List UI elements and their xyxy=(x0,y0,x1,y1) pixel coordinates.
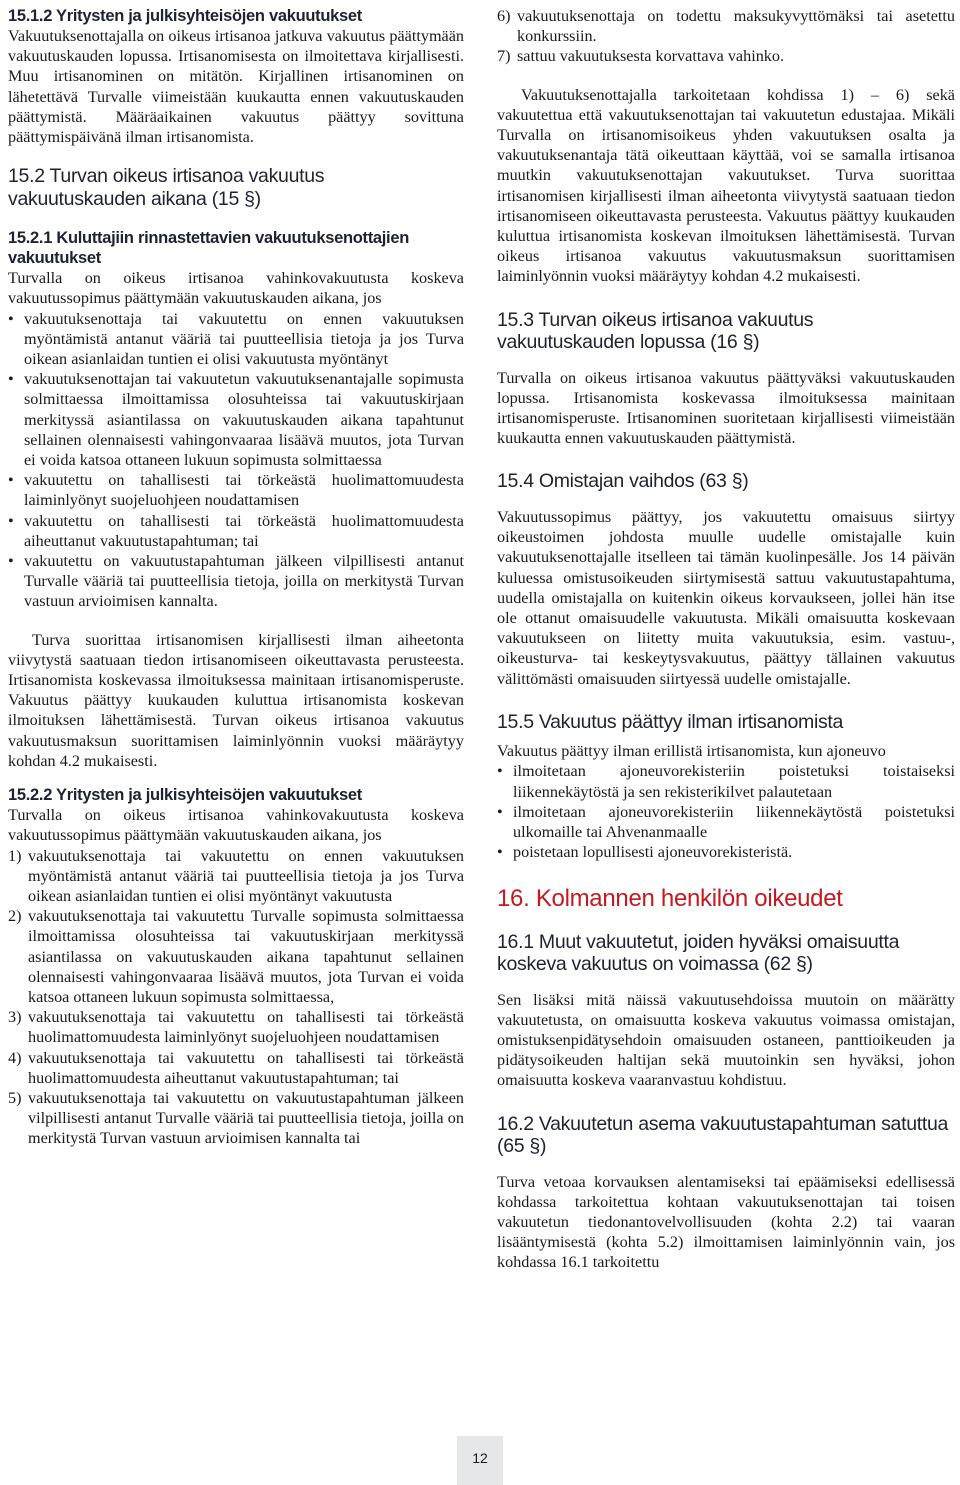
paragraph-15-4: Vakuutussopimus päättyy, jos vakuutettu omaisuus siirtyy oikeustoimen johdosta muulle uudelle omistajalle kuin vakuutuksenottajalle itselleen tai tämän kuolinpesälle. Jos 14 päivän kuluessa omistusoikeuden siirtymisestä sattuu vakuutustapahtuma, uudella omistajalla on kuitenkin oikeus korvaukseen, jollei hän itse ole ottanut omaisuudelle vakuutusta. Mikäli omaisuutta koskevaan vakuutukseen on liitetty muita vakuutuksia, esim. vastuu-, oikeusturva- tai keskeytysvakuutus, päättyy tällainen vakuutus välittömästi omaisuuden siirtyessä uudelle omistajalle. xyxy=(497,507,955,688)
paragraph-16-2: Turva vetoaa korvauksen alentamiseksi tai epäämiseksi edellisessä kohdassa tarkoitettua kohtaan vakuutuksenottajan tai toisen vakuutetun tiedonantovelvollisuuden (kohta 2.2) tai vaaran lisääntymisestä (kohta 5.2) ilmoittamisen laiminlyönnin vain, jos kohdassa 16.1 tarkoitettu xyxy=(497,1172,955,1272)
heading-16: 16. Kolmannen henkilön oikeudet xyxy=(497,884,843,912)
left-column xyxy=(8,6,464,1149)
list-item: • ilmoitetaan ajoneuvorekisteriin poistetuksi toistaiseksi liikennekäytöstä ja sen rekisterikilvet palautetaan xyxy=(497,761,955,801)
heading-15-1-2: 15.1.2 Yritysten ja julkisyhteisöjen vakuutukset xyxy=(8,7,362,25)
numbered-list-15-2-2 xyxy=(8,846,464,1149)
list-item xyxy=(8,906,464,1007)
item-text: vakuutuksenottaja tai vakuutettu on ennen vakuutuksen myöntämistä antanut vääriä tai puutteellisia tietoja ja jos Turva oikean asianlaidan tuntien ei olisi myöntänyt vakuutusta xyxy=(28,846,464,905)
list-item xyxy=(497,46,955,66)
paragraph-16-1: Sen lisäksi mitä näissä vakuutusehdoissa muutoin on määrätty vakuutetusta, on omaisuutta koskeva vakuutus voimassa omistajan, omistuksenpidätysehdoin omaisuuden ostaneen, panttioikeuden ja pidätysoikeuden haltijan sekä muutoinkin sen hyväksi, johon omaisuutta koskeva vaaranvastuu kohdistuu. xyxy=(497,990,955,1090)
list-item xyxy=(497,6,955,46)
heading-15-3: 15.3 Turvan oikeus irtisanoa vakuutus vakuutuskauden lopussa (16 §) xyxy=(497,308,814,354)
paragraph-15-2-1-text: Turva suorittaa irtisanomisen kirjallisesti ilman aiheetonta viivytystä saatuaan tiedon irtisanomiseen oikeuttavasta perusteesta. Irtisanomista koskevassa ilmoituksessa mainitaan irtisanomisperuste. Vakuutus päättyy kuukauden kuluttua irtisanomista koskevan ilmoituksen lähettämisestä. Turvan oikeus irtisanoa vakuutus vakuutusmaksun suorittamisen laiminlyönnin vuoksi määräytyy kohdan 4.2 mukaisesti. xyxy=(8,630,464,770)
item-number: 2) xyxy=(8,907,22,926)
heading-15-2-1: 15.2.1 Kuluttajiin rinnastettavien vakuutuksenottajien vakuutukset xyxy=(8,229,409,268)
item-number: 6) xyxy=(497,7,511,25)
item-text: vakuutuksenottaja tai vakuutettu on tahallisesti tai törkeästä huolimattomuudesta laiminlyönyt suojeluohjeen noudattamisen xyxy=(28,1008,464,1047)
bullet-list-15-5 xyxy=(497,761,955,862)
item-text: vakuutuksenottaja tai vakuutettu Turvalle sopimusta solmittaessa ilmoittamissa olosuhteissa tai vakuutuskirjaan merkityssä asiantilassa on vakuutuskauden aikana tapahtunut sellainen olennaisesti vahingonvaaraa lisäävä muutos, jota Turvan ei voida katsoa ottaneen lukuun sopimusta solmittaessa, xyxy=(28,907,464,1006)
list-item: • vakuutettu on tahallisesti tai törkeästä huolimattomuudesta laiminlyönyt suojeluohjeen noudattamisen xyxy=(8,470,464,510)
paragraph-15-2-2-text: Vakuutuksenottajalla tarkoitetaan kohdissa 1) – 6) sekä vakuutettua että vakuutuksenottajan tai vakuutetun edustajaa. Mikäli Turvalla on irtisanomisoikeus yhden vakuutuksen osalta ja vakuutuksenantaja tätä oikeuttaan käyttää, voi se samalla irtisanoa muutkin vakuutuksenottajan vakuutukset. Turva suorittaa irtisanomisen kirjallisesti ilman aiheetonta viivytystä saatuaan tiedon irtisanomiseen oikeuttavasta perusteesta. Vakuutus päättyy kuukauden kuluttua irtisanomista koskevan ilmoituksen lähettämisestä. Turvan oikeus irtisanoa vakuutus vakuutusmaksun suorittamisen laiminlyönnin vuoksi määräytyy kohdan 4.2 mukaisesti. xyxy=(497,85,955,286)
right-column xyxy=(497,6,955,1273)
paragraph-15-1-2: Vakuutuksenottajalla on oikeus irtisanoa jatkuva vakuutus päättymään vakuutuskauden lopussa. Irtisanomisesta on ilmoitettava kirjallisesti. Muu irtisanominen on mitätön. Kirjallinen irtisanominen on lähetettävä Turvalle viimeistään kuukautta ennen vakuutuskauden päättymistä. Määräaikainen vakuutus päättyy sovittuna päättymispäivänä ilman irtisanomista. xyxy=(8,27,464,147)
item-text: vakuutuksenottaja on todettu maksukyvyttömäksi tai asetettu konkurssiin. xyxy=(517,7,955,46)
list-item xyxy=(8,1007,464,1047)
item-number: 3) xyxy=(8,1008,22,1027)
list-item xyxy=(8,1088,464,1149)
bullet-list-15-2-1 xyxy=(8,309,464,612)
item-text: sattuu vakuutuksesta korvattava vahinko. xyxy=(517,47,785,66)
list-item: • vakuutuksenottajan tai vakuutetun vakuutuksenantajalle sopimusta solmittaessa ilmoittamissa olosuhteissa tai vakuutuskirjaan merkityssä asiantilassa on vakuutuskauden aikana tapahtunut sellainen olennaisesti vahingonvaaraa lisäävä muutos, jota Turvan ei voida katsoa ottaneen lukuun sopimusta solmittaessa xyxy=(8,369,464,470)
heading-15-2: 15.2 Turvan oikeus irtisanoa vakuutus vakuutuskauden aikana (15 §) xyxy=(8,165,325,210)
list-item xyxy=(8,846,464,907)
numbered-list-15-2-2-continued xyxy=(497,6,955,67)
list-item xyxy=(8,1048,464,1088)
item-number: 7) xyxy=(497,47,511,66)
list-item: • poistetaan lopullisesti ajoneuvorekisteristä. xyxy=(497,842,955,862)
paragraph-15-5-intro: Vakuutus päättyy ilman erillistä irtisanomista, kun ajoneuvo xyxy=(497,742,886,761)
item-text: vakuutuksenottaja tai vakuutettu on tahallisesti tai törkeästä huolimattomuudesta aiheuttanut vakuutustapahtuman; tai xyxy=(28,1048,464,1087)
paragraph-15-3: Turvalla on oikeus irtisanoa vakuutus päättyväksi vakuutuskauden lopussa. Irtisanomista koskevassa ilmoituksessa mainitaan irtisanomisperuste. Irtisanominen suoritetaan kirjallisesti viimeistään kuukautta ennen vakuutuskauden päättymistä. xyxy=(497,368,955,448)
heading-16-1: 16.1 Muut vakuutetut, joiden hyväksi omaisuutta koskeva vakuutus on voimassa (62 §) xyxy=(497,930,900,975)
list-item: • vakuutuksenottaja tai vakuutettu on ennen vakuutuksen myöntämistä antanut vääriä tai puutteellisia tietoja ja jos Turva oikean asianlaidan tuntien ei olisi vakuutusta myöntänyt xyxy=(8,309,464,370)
heading-15-4: 15.4 Omistajan vaihdos (63 §) xyxy=(497,470,749,493)
item-number: 5) xyxy=(8,1088,22,1107)
paragraph-15-2-1-intro: Turvalla on oikeus irtisanoa vahinkovakuutusta koskeva vakuutussopimus päättymään vakuutuskauden aikana, jos xyxy=(8,269,464,308)
item-number: 1) xyxy=(8,846,22,865)
list-item: • vakuutettu on vakuutustapahtuman jälkeen vilpillisesti antanut Turvalle vääriä tai puutteellisia tietoja, joilla on merkitystä Turvan vastuun arvioimisen kannalta. xyxy=(8,551,464,612)
page-number: 12 xyxy=(457,1436,503,1485)
heading-15-5: 15.5 Vakuutus päättyy ilman irtisanomista xyxy=(497,710,844,733)
list-item: • ilmoitetaan ajoneuvorekisteriin liikennekäytöstä poistetuksi ulkomaille tai Ahvenanmaalle xyxy=(497,802,955,842)
heading-16-2: 16.2 Vakuutetun asema vakuutustapahtuman satuttua (65 §) xyxy=(497,1112,949,1158)
list-item: • vakuutettu on tahallisesti tai törkeästä huolimattomuudesta aiheuttanut vakuutustapahtuman; tai xyxy=(8,511,464,551)
heading-15-2-2: 15.2.2 Yritysten ja julkisyhteisöjen vakuutukset xyxy=(8,786,362,805)
item-text: vakuutuksenottaja tai vakuutettu on vakuutustapahtuman jälkeen vilpillisesti antanut Turvalle vääriä tai puutteellisia tietoja, joilla on merkitystä Turvan vastuun arvioimisen kannalta tai xyxy=(28,1088,464,1148)
paragraph-15-2-2-intro: Turvalla on oikeus irtisanoa vahinkovakuutusta koskeva vakuutussopimus päättymään vakuutuskauden aikana, jos xyxy=(8,806,464,845)
item-number: 4) xyxy=(8,1048,22,1067)
